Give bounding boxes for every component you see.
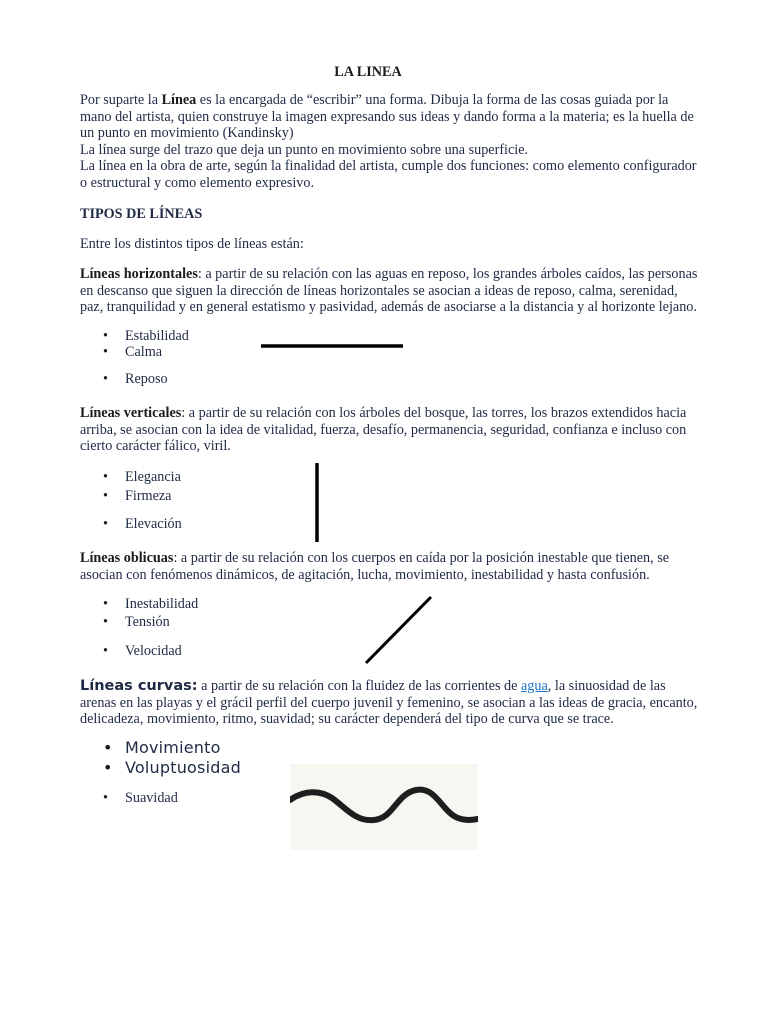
curve-line-figure	[290, 764, 478, 850]
oblique-line-figure	[360, 592, 438, 668]
vertical-line-figure	[310, 460, 324, 546]
intro-text-rest: es la encargada de “escribir” una forma. Dibuja la forma de las cosas guiada por la mano del artista, quien construye la imagen expresando sus ideas y dando forma a la materia; es la huella de un punto en movimiento (Kandinsky)	[80, 92, 694, 141]
list-item: • Velocidad	[125, 643, 182, 660]
curve-text-start: a partir de su relación con la fluidez de las corrientes de	[197, 678, 521, 694]
list-item: • Reposo	[125, 371, 168, 388]
intro-sentence-3: La línea en la obra de arte, según la finalidad del artista, cumple dos funciones: como elemento configurador o estructural y como elemento expresivo.	[80, 158, 697, 191]
list-item: • Inestabilidad	[125, 596, 198, 613]
list-item: • Suavidad	[125, 790, 178, 807]
horizontal-term: Líneas horizontales	[80, 266, 198, 282]
intro-term-linea: Línea	[161, 92, 197, 108]
curve-paragraph	[80, 678, 698, 728]
intro-text-start: Por suparte la	[80, 92, 162, 108]
list-item: • Tensión	[125, 614, 170, 631]
list-item: • Elevación	[125, 516, 182, 533]
vertical-term: Líneas verticales	[80, 405, 182, 421]
oblique-line	[366, 597, 431, 663]
vertical-text: : a partir de su relación con los árboles del bosque, las torres, los brazos extendidos hacia arriba, se asocian con la idea de vitalidad, fuerza, desafío, permanencia, seguridad, confianza e incluso con cierto carácter fálico, viril.	[80, 405, 687, 454]
intro-paragraph	[80, 92, 698, 191]
oblique-term: Líneas oblicuas	[80, 550, 174, 566]
list-item: • Firmeza	[125, 488, 171, 505]
oblique-text: : a partir de su relación con los cuerpos en caída por la posición inestable que tienen, se asocian con fenómenos dinámicos, de agitación, lucha, movimiento, inestabilidad y hasta confusión.	[80, 550, 670, 583]
list-item: • Voluptuosidad	[125, 760, 241, 777]
horizontal-text: : a partir de su relación con las aguas en reposo, los grandes árboles caídos, las personas en descanso que siguen la dirección de líneas horizontales se asocian a ideas de reposo, calma, serenidad, paz, tranquilidad y en general estatismo y pasividad, además de asociarse a la distancia y al horizonte lejano.	[80, 266, 698, 315]
curve-text-rest: , la sinuosidad de las arenas en las playas y el grácil perfil del cuerpo juvenil y femenino, se asocian a las ideas de gracia, encanto, delicadeza, movimiento, ritmo, suavidad; su carácter dependerá del tipo de curva que se trace.	[80, 678, 698, 727]
horizontal-line-figure	[258, 340, 406, 352]
curve-term: Líneas curvas:	[80, 678, 198, 694]
vertical-paragraph	[80, 405, 698, 455]
agua-link[interactable]: agua	[521, 678, 548, 694]
intro-sentence-2: La línea surge del trazo que deja un punto en movimiento sobre una superficie.	[80, 141, 529, 158]
list-item: • Elegancia	[125, 469, 181, 486]
list-item: • Calma	[125, 344, 162, 361]
curve-figure-background	[290, 764, 478, 850]
list-item: • Estabilidad	[125, 328, 189, 345]
oblique-paragraph	[80, 550, 698, 583]
types-intro: Entre los distintos tipos de líneas están:	[80, 236, 304, 252]
types-heading: TIPOS DE LÍNEAS	[80, 206, 203, 222]
document-title: LA LINEA	[334, 64, 402, 80]
list-item: • Movimiento	[125, 740, 221, 757]
horizontal-paragraph	[80, 266, 698, 316]
